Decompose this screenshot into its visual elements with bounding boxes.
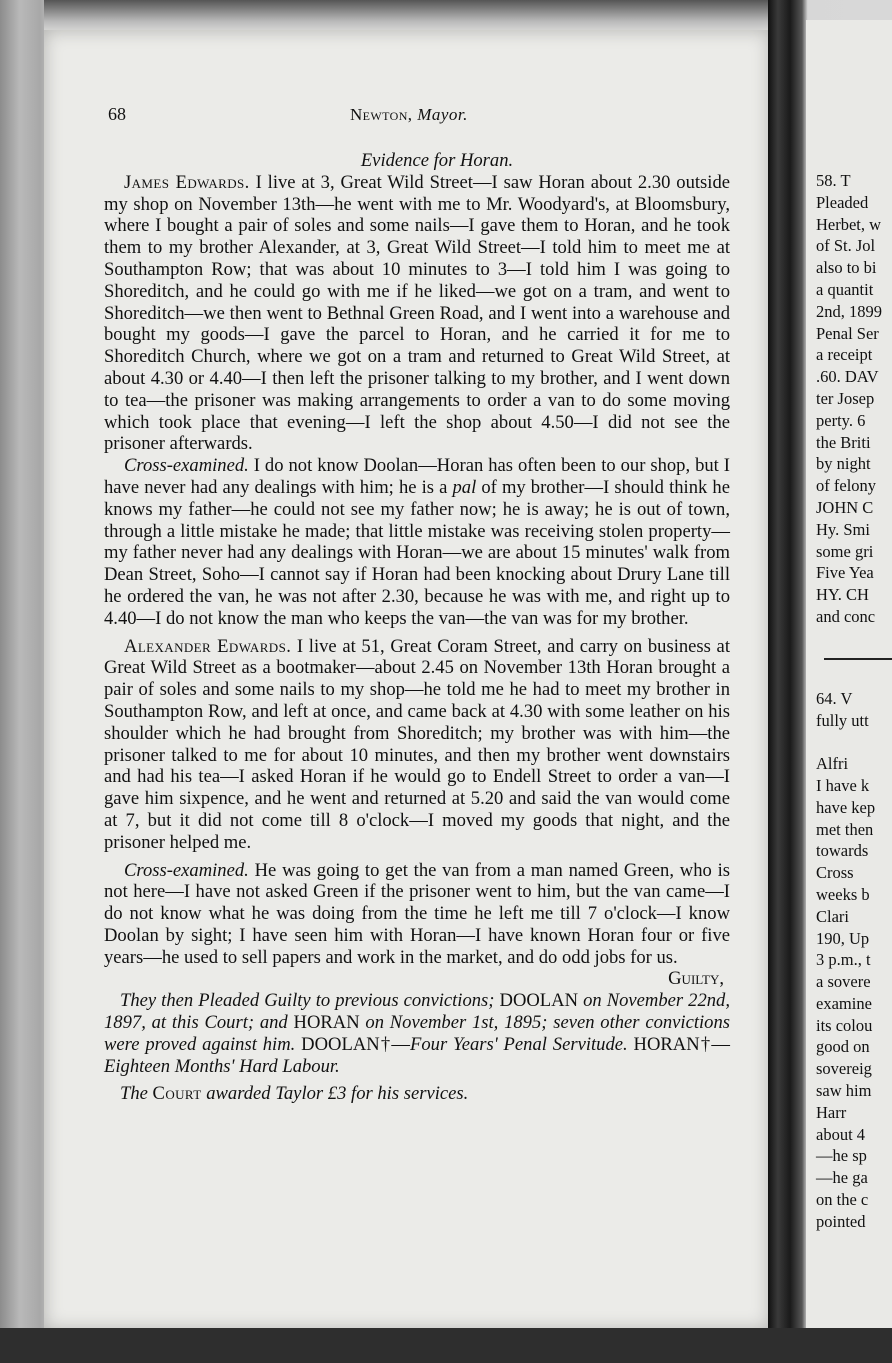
right-page-line: Harr — [816, 1102, 847, 1122]
right-page-line: pointed — [816, 1211, 866, 1231]
right-page-line: Clari — [816, 906, 849, 926]
right-page-line: Penal Ser — [816, 323, 879, 343]
right-page-line: perty. 6 — [816, 410, 866, 430]
right-page-line: its colou — [816, 1015, 873, 1035]
right-page-line: the Briti — [816, 432, 871, 452]
right-page-line: and conc — [816, 606, 876, 626]
right-page-rule — [824, 658, 892, 660]
right-page-line: .60. DAV — [816, 367, 879, 387]
plea-e: on November 1st, 1895; seven other convictions were proved against him. — [104, 1012, 730, 1055]
right-page-line: examine — [816, 993, 872, 1013]
right-page-line: I have k — [816, 775, 870, 795]
witness-2-testimony — [104, 636, 730, 854]
right-page-line: Five Yea — [816, 563, 874, 583]
right-page-line: 64. V — [816, 688, 853, 708]
right-page-line: by night — [816, 454, 871, 474]
right-page-line: 190, Up — [816, 928, 870, 948]
plea-a: They then Pleaded Guilty to previous convictions; — [120, 990, 495, 1012]
right-page-line: met then — [816, 819, 874, 839]
right-page — [806, 20, 892, 1340]
right-page-line: about 4 — [816, 1124, 866, 1144]
running-head-name: Newton, — [350, 105, 413, 124]
right-page-line: weeks b — [816, 884, 870, 904]
right-page-line: have kep — [816, 797, 876, 817]
witness-2-cross-label: Cross-examined. — [124, 859, 249, 881]
right-page-line: 2nd, 1899 — [816, 301, 882, 321]
running-head-title: Mayor. — [417, 105, 468, 124]
sentence-horan-term: Eighteen Months' Hard Labour. — [104, 1055, 340, 1077]
right-page-line: some gri — [816, 541, 874, 561]
right-page-line: a sovere — [816, 972, 871, 992]
page-header — [104, 104, 730, 130]
right-page-line: —he ga — [816, 1168, 868, 1188]
witness-1-cross — [104, 455, 730, 629]
court-award — [104, 1083, 730, 1105]
right-page-line: on the c — [816, 1190, 869, 1210]
court-award-pre: The — [120, 1083, 148, 1105]
right-page-line: Alfri — [816, 754, 849, 774]
right-page-line: saw him — [816, 1081, 872, 1101]
right-page-line: a receipt — [816, 345, 873, 365]
right-page-line: Hy. Smi — [816, 519, 870, 539]
right-page-line: also to bi — [816, 258, 877, 278]
right-page-line: sovereig — [816, 1059, 872, 1079]
right-page-line: —he sp — [816, 1146, 867, 1166]
witness-1-cross-label: Cross-examined. — [124, 455, 249, 477]
sentence-doolan-term: Four Years' Penal Servitude. — [410, 1033, 628, 1055]
right-page-line: Pleaded — [816, 192, 869, 212]
page-content — [104, 104, 730, 1105]
right-page-line: ter Josep — [816, 388, 875, 408]
witness-2-cross — [104, 860, 730, 969]
court-award-post: awarded Taylor £3 for his services. — [206, 1083, 469, 1105]
right-page-line: of St. Jol — [816, 236, 876, 256]
verdict: Guilty, — [668, 968, 724, 990]
right-page-text — [816, 170, 892, 1233]
right-page-line: towards — [816, 841, 869, 861]
right-page-line: good on — [816, 1037, 870, 1057]
sentence-doolan: DOOLAN†— — [301, 1033, 410, 1055]
witness-1-cross-text-a: I do not know Doolan—Horan has often been to our shop, but I have never had any dealings with him; he is a — [104, 455, 730, 498]
right-page-line: of felony — [816, 476, 877, 496]
right-page-line: fully utt — [816, 710, 869, 730]
witness-2-text: I live at 51, Great Coram Street, and carry on business at Great Wild Street as a bootmaker—about 2.45 on November 13th Horan brought a pair of soles and some nails to my shop—he told me he had to meet my brother in Southampton Row, and left at once, and came back at 4.30 with some leather on his shoulder which he had brought from Shoreditch; my brother was with him—the prisoner talked to me for about 10 minutes, and then my brother went downstairs and had his tea—I asked Horan if he would go to Endell Street to order a van—I gave him sixpence, and he went and returned at 5.20 and said the van would come at 7, but it did not come till 8 o'clock—I moved my goods that night, and the prisoner helped me. — [104, 635, 730, 853]
section-title: Evidence for Horan. — [360, 150, 514, 171]
right-page-line: HY. CH — [816, 585, 869, 605]
witness-1-cross-text-b: of my brother—I should think he knows my father—he could not see my father now; he is away; he is out of town, through a little mistake he made; that little mistake was receiving stolen property—my father never had any dealings with Horan—we are about 15 minutes' walk from Dean Street, Soho—I cannot say if Horan had been knocking about Drury Lane till he ordered the van, he was not after 2.30, because he was with me, and right up to 4.40—I do not know the man who keeps the van—the van was for my brother. — [104, 476, 730, 629]
scan-bottom-edge — [0, 1328, 892, 1363]
witness-1-name: James Edwards. — [124, 171, 250, 193]
right-page-line: 58. T — [816, 171, 851, 190]
right-page-line: a quantit — [816, 279, 874, 299]
sentence-horan: HORAN†— — [633, 1033, 730, 1055]
page-number: 68 — [108, 104, 126, 124]
witness-2-name: Alexander Edwards. — [124, 635, 292, 657]
plea-horan: HORAN — [293, 1012, 360, 1034]
witness-1-text: I live at 3, Great Wild Street—I saw Horan about 2.30 outside my shop on November 13th—he went with me to Mr. Woodyard's, at Bloomsbury, where I bought a pair of soles and some nails—I gave them to Horan, and he took them to my brother Alexander, at 3, Great Wild Street—I told him to meet me at Southampton Row; that was about 10 minutes to 3—I told him I was going to Shoreditch, and he could go with me if he liked—we got on a tram, and went to Shoreditch—we then went to Bethnal Green Road, and I went into a warehouse and bought my goods—I gave the parcel to Horan, and he carried it for me to Shoreditch Church, where we got on a tram and returned to Great Wild Street, at about 4.30 or 4.40—I then left the prisoner talking to my brother, and I went down to tea—the prisoner was making arrangements to order a van to do some moving which took place that evening—I left the shop about 4.50—I did not see the prisoner afterwards. — [104, 171, 730, 455]
sentence-paragraph — [104, 990, 730, 1077]
witness-1-testimony — [104, 172, 730, 455]
witness-2-cross-text: He was going to get the van from a man named Green, who is not here—I have not asked Green if the prisoner went to him, but the van came—I do not know what he was doing from the time he left me till 7 o'clock—I know Doolan by sight; I have seen him with Horan—I have known Horan four or five years—he used to sell papers and work in the market, and do odd jobs for us. — [104, 859, 730, 968]
court-word: Court — [152, 1083, 202, 1105]
running-head — [350, 104, 468, 126]
right-page-line — [816, 731, 892, 753]
plea-c: on November 22nd, 1897, at this Court; and — [104, 990, 730, 1034]
right-page-line: Cross — [816, 863, 854, 883]
right-page-line: Herbet, w — [816, 214, 882, 234]
plea-doolan: DOOLAN — [499, 990, 579, 1012]
right-page-line: 3 p.m., t — [816, 950, 871, 970]
witness-1-cross-pal: pal — [452, 476, 477, 498]
right-page-line: JOHN C — [816, 497, 874, 517]
book-gutter — [768, 0, 808, 1363]
